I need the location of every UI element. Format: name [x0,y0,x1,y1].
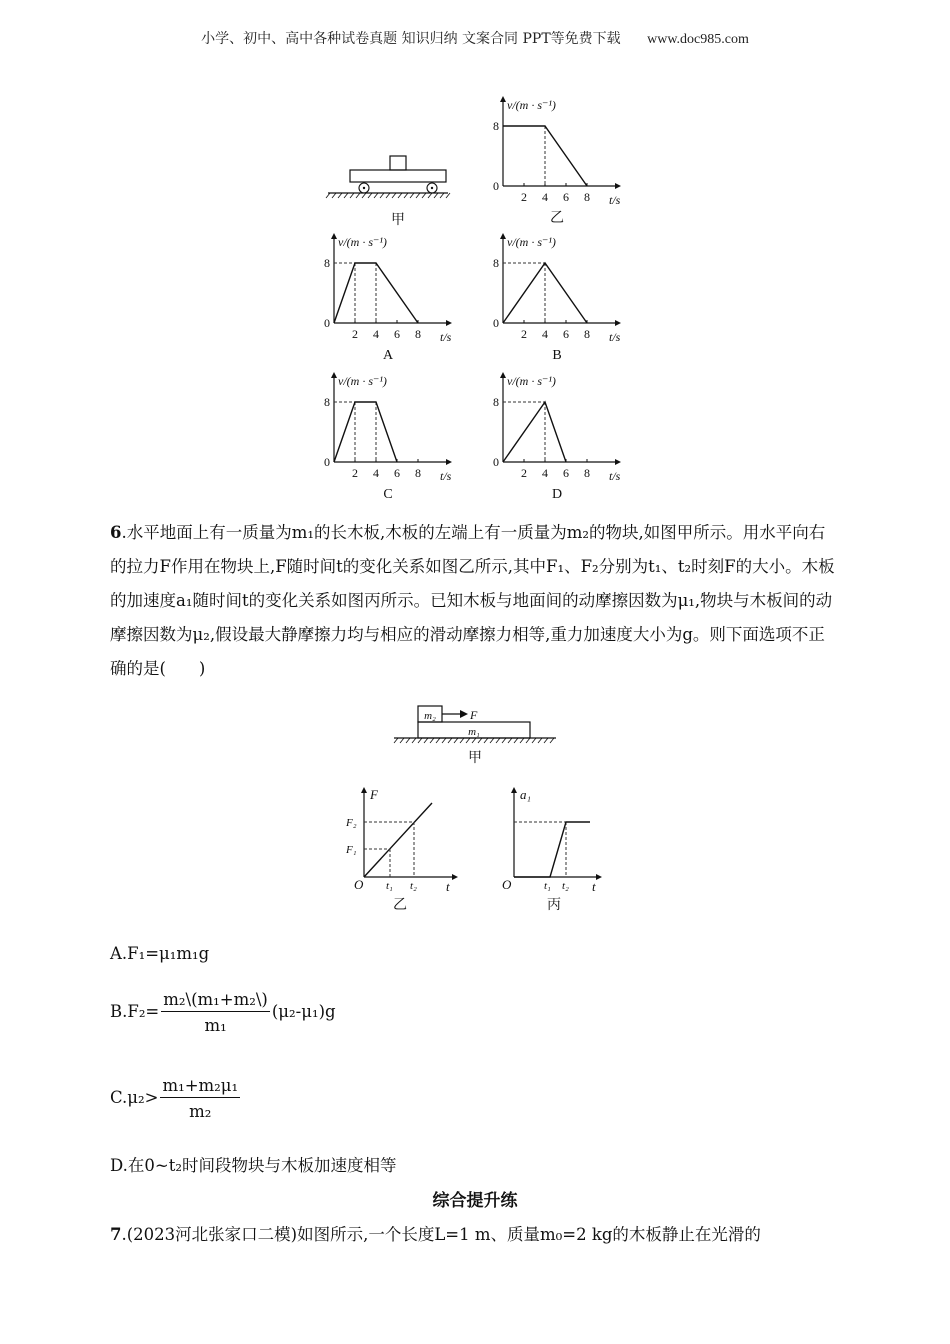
t2-label-bing: t₂ [562,880,569,892]
series-line [503,402,566,462]
header-url[interactable]: www.doc985.com [647,32,749,47]
y-axis-label: v/(m · s⁻¹) [507,98,556,112]
chart-caption: B [552,348,562,363]
y-axis-arrow [500,96,506,102]
chart-caption: C [383,487,393,502]
option-D: D.在0~t₂时间段物块与木板加速度相等 [110,1156,397,1175]
F1-label: F₁ [346,844,357,856]
x-tick-label: 8 [415,327,421,341]
option-C-fraction [160,1076,240,1121]
chart-A [316,233,466,363]
question-6-body: .水平地面上有一质量为m₁的长木板,木板的左端上有一质量为m₂的物块,如图甲所示。用水平向右的拉力F作用在物块上,F随时间t的变化关系如图乙所示,其中F₁、F₂分别为t₁、t₂时刻F的大小。木板的加速度a₁随时间t的变化关系如图丙所示。已知木板与地面间的动摩擦因数为μ₁,物块与木板间的动摩擦因数为μ₂,假设最大静摩擦力均与相应的滑动摩擦力相等,重力加速度大小为g。则下面选项不正确的是( ) [110,523,835,678]
x-tick-label: 6 [563,190,569,204]
question-7-text [110,1218,840,1252]
figure-cart [320,150,460,230]
section-title: 综合提升练 [432,1191,518,1211]
x-tick-label: 2 [521,327,527,341]
t-axis-label-yi: t [446,879,450,894]
x-tick-label: 6 [394,466,400,480]
question-7-body: .(2023河北张家口二模)如图所示,一个长度L=1 m、质量m₀=2 kg的木板静止在光滑的 [121,1225,761,1244]
option-A: A.F₁=μ₁m₁g [110,944,210,963]
y-axis-label: v/(m · s⁻¹) [507,235,556,249]
y-axis-arrow [331,233,337,239]
question-6-text [110,516,840,686]
y-axis-label: v/(m · s⁻¹) [338,374,387,388]
y-tick-label: 8 [493,256,499,270]
chart-a1-t [496,785,616,915]
x-axis-arrow [615,183,621,189]
x-axis-label: t/s [440,469,452,483]
board-label: m₁ [468,726,480,738]
origin-label: 0 [324,316,330,330]
fig6-yi-caption: 乙 [393,898,407,913]
x-axis-label: t/s [609,330,621,344]
x-tick-label: 6 [394,327,400,341]
option-C-numerator: m₁+m₂μ₁ [160,1076,240,1098]
x-axis-arrow [446,459,452,465]
x-tick-label: 8 [415,466,421,480]
t-axis-label-bing: t [592,879,596,894]
t2-label-yi: t₂ [410,880,417,892]
origin-bing: O [502,877,512,892]
y-axis-label: v/(m · s⁻¹) [338,235,387,249]
chart-caption: D [551,487,563,502]
page-header [0,28,950,48]
x-tick-label: 4 [542,327,548,341]
y-axis-arrow [500,372,506,378]
y-tick-label: 8 [493,395,499,409]
x-axis-label: t/s [609,193,621,207]
option-B [110,990,336,1035]
option-B-prefix: B.F₂= [110,1002,160,1021]
figure-board-block [390,700,570,770]
y-tick-label: 8 [324,395,330,409]
t1-label-bing: t₁ [544,880,551,892]
option-C [110,1076,242,1121]
option-B-denominator: m₁ [204,1016,227,1035]
fig-jia-caption: 甲 [391,213,405,228]
x-tick-label: 8 [584,466,590,480]
y-axis-arrow [500,233,506,239]
question-6-number: 6 [110,523,122,542]
x-axis-label: t/s [609,469,621,483]
a1-axis-label: a₁ [520,787,532,802]
y-axis-label: v/(m · s⁻¹) [507,374,556,388]
x-axis-arrow [615,320,621,326]
y-tick-label: 8 [493,119,499,133]
y-tick-label: 8 [324,256,330,270]
series-line [334,402,397,462]
x-tick-label: 2 [521,190,527,204]
x-tick-label: 4 [542,466,548,480]
x-tick-label: 8 [584,190,590,204]
x-tick-label: 4 [542,190,548,204]
header-text: 小学、初中、高中各种试卷真题 知识归纳 文案合同 PPT等免费下载 [201,31,621,47]
option-B-numerator: m₂\(m₁+m₂\) [161,990,270,1012]
F2-label: F₂ [346,817,357,829]
question-7-number: 7 [110,1225,122,1244]
option-C-denominator: m₂ [189,1102,212,1121]
origin-label: 0 [493,316,499,330]
x-tick-label: 6 [563,466,569,480]
x-tick-label: 6 [563,327,569,341]
x-tick-label: 2 [352,466,358,480]
origin-yi: O [354,877,364,892]
y-axis-arrow [331,372,337,378]
origin-label: 0 [493,455,499,469]
option-C-prefix: C.μ₂> [110,1088,159,1107]
fig6-bing-caption: 丙 [547,898,561,913]
x-tick-label: 2 [352,327,358,341]
origin-label: 0 [324,455,330,469]
x-axis-label: t/s [440,330,452,344]
chart-caption: 乙 [550,211,564,226]
x-tick-label: 8 [584,327,590,341]
option-B-suffix: (μ₂-μ₁)g [271,1002,336,1021]
x-axis-arrow [446,320,452,326]
origin-label: 0 [493,179,499,193]
chart-caption: A [382,348,394,363]
chart-F-t [340,785,470,915]
x-axis-arrow [615,459,621,465]
chart-yi [485,96,635,226]
fig6-jia-caption: 甲 [468,751,482,766]
option-B-fraction [161,990,270,1035]
x-tick-label: 4 [373,466,379,480]
chart-B [485,233,635,363]
x-tick-label: 4 [373,327,379,341]
F-axis-label: F [370,787,378,802]
chart-D [485,372,635,502]
x-tick-label: 2 [521,466,527,480]
chart-C [316,372,466,502]
block-label: m₂ [424,710,436,722]
t1-label-yi: t₁ [386,880,393,892]
force-label: F [470,708,478,722]
